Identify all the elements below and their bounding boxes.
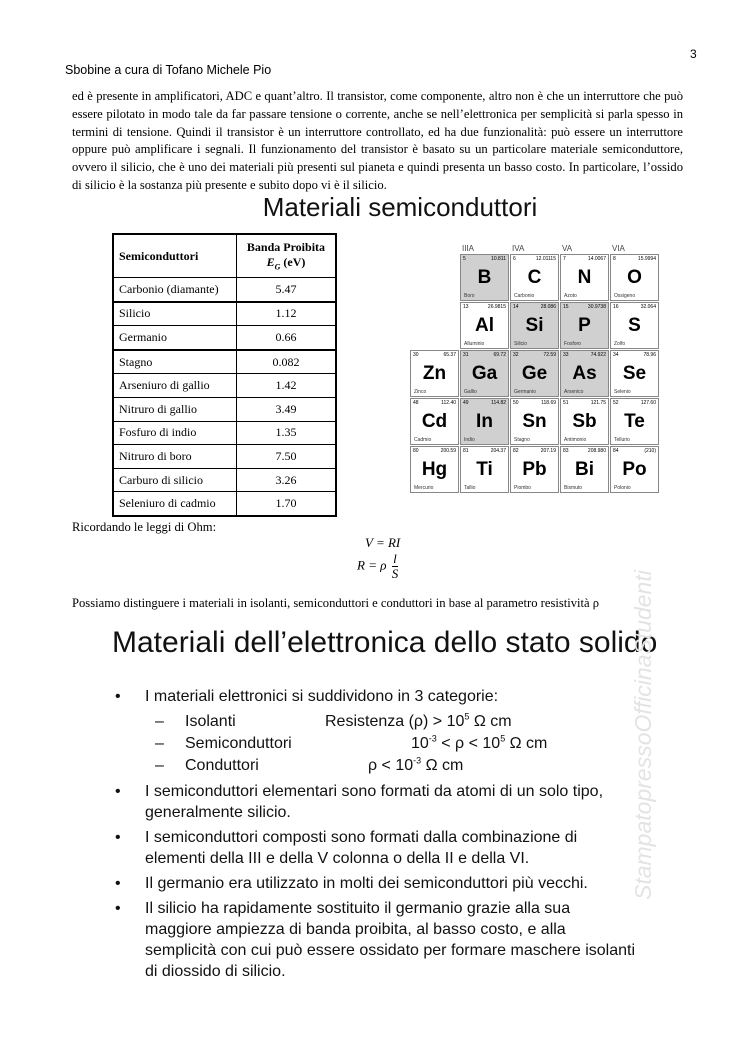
- table-cell-material: Nitruro di boro: [113, 445, 236, 469]
- element-mass: 74.922: [590, 352, 606, 358]
- element-symbol: Cd: [421, 411, 448, 432]
- bullet-text: Il silicio ha rapidamente sostituito il germanio grazie alla sua maggiore ampiezza di banda proibita, al basso costo, e alla semplicità con cui può essere ossidato per formare maschere isolanti di diossido di silicio.: [145, 900, 636, 980]
- element-name: Ossigeno: [614, 293, 636, 299]
- table-cell-bandgap: 0.66: [236, 326, 336, 350]
- bullet-text: I semiconduttori elementari sono formati da atomi di un solo tipo, generalmente silicio.: [145, 783, 604, 821]
- element-symbol: Si: [525, 315, 544, 336]
- element-symbol: S: [628, 315, 641, 336]
- element-number: 50: [513, 400, 519, 406]
- fraction-numerator: l: [393, 551, 397, 566]
- table-row: [113, 326, 336, 350]
- element-mass: 118.69: [541, 400, 556, 406]
- element-mass: 10.811: [491, 256, 506, 262]
- equation-resistance-lhs: R = ρ: [357, 557, 387, 573]
- table-cell-material: Carbonio (diamante): [113, 278, 236, 302]
- group-label: IIIA: [462, 244, 475, 253]
- watermark: StampatopressoOfficinaStudenti: [630, 570, 656, 900]
- element-symbol: Se: [622, 363, 647, 384]
- bandgap-table-body: [113, 278, 336, 516]
- category-name: Conduttori: [185, 757, 259, 774]
- element-cell: [610, 446, 659, 493]
- element-cell: [460, 302, 509, 349]
- category-name: Isolanti: [185, 713, 236, 730]
- slide2-title: Materiali dell’elettronica dello stato solido: [112, 626, 658, 659]
- element-number: 30: [413, 352, 419, 358]
- element-name: Arsenico: [564, 389, 584, 395]
- category-range: Resistenza $(\rho) > 10^5$ Ω cm: [325, 711, 512, 730]
- element-mass: 200.59: [440, 448, 456, 454]
- element-mass: 204.37: [490, 448, 506, 454]
- bullet-text: I semiconduttori composti sono formati dalla combinazione di elementi della III e della V colonna o della II e della VI.: [145, 829, 578, 867]
- element-symbol: Te: [624, 411, 645, 432]
- bullet-item: [115, 898, 635, 982]
- group-label: VIA: [612, 244, 625, 253]
- bullet-dot: •: [115, 783, 121, 800]
- element-cell: [460, 398, 509, 445]
- bullet-item: [115, 873, 635, 894]
- element-number: 16: [613, 304, 619, 310]
- table-cell-bandgap: 0.082: [236, 350, 336, 374]
- table-row: [113, 350, 336, 374]
- element-symbol: Al: [475, 315, 494, 336]
- element-name: Fosforo: [564, 341, 581, 347]
- element-cell: [510, 254, 559, 301]
- element-name: Indio: [464, 437, 475, 443]
- element-name: Cadmio: [414, 437, 432, 443]
- element-name: Tellurio: [614, 437, 630, 443]
- element-symbol: P: [578, 315, 591, 336]
- table-cell-bandgap: 5.47: [236, 278, 336, 302]
- element-symbol: Pb: [522, 459, 547, 480]
- element-number: 52: [613, 400, 619, 406]
- element-cell: [510, 398, 559, 445]
- element-name: Zinco: [414, 389, 427, 395]
- element-symbol: Ge: [521, 363, 548, 384]
- table-row: [113, 445, 336, 469]
- element-number: 81: [463, 448, 469, 454]
- element-symbol: C: [527, 267, 542, 288]
- element-mass: 15.9994: [637, 256, 656, 262]
- element-mass: (210): [644, 448, 656, 454]
- element-mass: 72.59: [543, 352, 556, 358]
- table-cell-bandgap: 3.49: [236, 397, 336, 421]
- element-name: Piombo: [514, 485, 531, 491]
- element-cell: [560, 254, 609, 301]
- category-conduttori: [115, 755, 635, 777]
- table-cell-bandgap: 3.26: [236, 468, 336, 492]
- element-number: 48: [413, 400, 419, 406]
- element-symbol: Ga: [471, 363, 498, 384]
- element-number: 32: [513, 352, 519, 358]
- element-mass: 30.9738: [587, 304, 606, 310]
- table-header-bandgap-line1: Banda Proibita: [246, 240, 326, 255]
- table-row: [113, 278, 336, 302]
- document-header: Sbobine a cura di Tofano Michele Pio: [65, 63, 272, 77]
- element-number: 84: [613, 448, 619, 454]
- dash: –: [155, 735, 164, 752]
- category-semiconduttori: [115, 733, 635, 755]
- element-number: 31: [463, 352, 469, 358]
- element-symbol: Sb: [572, 411, 597, 432]
- table-cell-bandgap: 1.70: [236, 492, 336, 516]
- bullet-dot: •: [115, 829, 121, 846]
- element-cell: [460, 350, 509, 397]
- equation-ohm-law: V = RI: [365, 535, 401, 550]
- element-name: Mercurio: [414, 485, 434, 491]
- element-cell: [510, 446, 559, 493]
- element-symbol: B: [477, 267, 492, 288]
- table-row: [113, 492, 336, 516]
- category-range: $\rho < 10^{-3}$ Ω cm: [368, 755, 464, 774]
- element-name: Alluminio: [464, 341, 485, 347]
- slide2-bullet-list: [115, 686, 635, 986]
- element-number: 83: [563, 448, 569, 454]
- element-mass: 121.75: [590, 400, 606, 406]
- element-name: Germanio: [514, 389, 536, 395]
- table-cell-material: Stagno: [113, 350, 236, 374]
- element-symbol: Sn: [522, 411, 547, 432]
- element-number: 15: [563, 304, 569, 310]
- element-name: Carbonio: [514, 293, 535, 299]
- element-cell: [460, 254, 509, 301]
- bandgap-table: [112, 233, 337, 517]
- element-name: Selenio: [614, 389, 631, 395]
- element-cell: [460, 446, 509, 493]
- equation-resistance-fraction: [392, 552, 399, 581]
- table-cell-bandgap: 1.35: [236, 421, 336, 445]
- element-symbol: Bi: [575, 459, 594, 480]
- element-name: Bismuto: [564, 485, 583, 491]
- table-row: [113, 302, 336, 326]
- element-name: Zolfo: [614, 341, 626, 347]
- table-cell-material: Carburo di silicio: [113, 468, 236, 492]
- element-cell: [510, 302, 559, 349]
- element-number: 7: [563, 256, 566, 262]
- element-cell: [560, 398, 609, 445]
- element-number: 82: [513, 448, 519, 454]
- bullet-dot: •: [115, 875, 121, 892]
- element-mass: 207.19: [540, 448, 556, 454]
- element-name: Azoto: [564, 293, 577, 299]
- table-row: [113, 468, 336, 492]
- table-header-bandgap-sub: G: [274, 262, 281, 272]
- ohm-intro: Ricordando le leggi di Ohm:: [72, 520, 217, 534]
- table-row: [113, 421, 336, 445]
- element-symbol: Po: [622, 459, 647, 480]
- element-mass: 208.980: [587, 448, 606, 454]
- element-mass: 127.60: [640, 400, 656, 406]
- category-name: Semiconduttori: [185, 735, 292, 752]
- group-label: VA: [562, 244, 573, 253]
- table-cell-material: Silicio: [113, 302, 236, 326]
- group-label: IVA: [512, 244, 525, 253]
- element-mass: 32.064: [640, 304, 656, 310]
- table-row: [113, 397, 336, 421]
- element-name: Gallio: [464, 389, 477, 395]
- dash: –: [155, 757, 164, 774]
- element-number: 80: [413, 448, 419, 454]
- element-mass: 78.96: [643, 352, 656, 358]
- element-name: Tallio: [464, 485, 476, 491]
- element-number: 33: [563, 352, 569, 358]
- table-cell-material: Fosfuro di indio: [113, 421, 236, 445]
- element-cell: [410, 398, 459, 445]
- element-number: 49: [463, 400, 469, 406]
- element-cell: [610, 398, 659, 445]
- element-name: Boro: [464, 293, 475, 299]
- element-number: 5: [463, 256, 466, 262]
- element-cell: [610, 254, 659, 301]
- table-cell-bandgap: 1.42: [236, 374, 336, 398]
- element-cell: [560, 302, 609, 349]
- element-mass: 114.82: [491, 400, 506, 406]
- table-cell-bandgap: 7.50: [236, 445, 336, 469]
- element-mass: 112.40: [441, 400, 456, 406]
- element-cell: [560, 350, 609, 397]
- fraction-denominator: S: [391, 566, 399, 581]
- element-symbol: Ti: [476, 459, 493, 480]
- bullet-item: [115, 781, 635, 823]
- table-header-semiconductor: Semiconduttori: [113, 234, 236, 278]
- table-header-bandgap-symbol: E: [266, 255, 275, 270]
- element-symbol: N: [577, 267, 592, 288]
- element-mass: 12.01115: [535, 256, 556, 262]
- slide1-title: Materiali semiconduttori: [262, 192, 538, 222]
- intro-paragraph: ed è presente in amplificatori, ADC e quant’altro. Il transistor, come componente, altro non è che un interruttore che può essere pilotato in modo tale da far passare tensione o corrente, anche se nell’elettronica per semplicità si parla spesso in termini di tensione. Quindi il transistor è un interruttore controllato, ed ha due funzionalità: può essere un interruttore oppure può amplificare i segnali. Il funzionamento del transistor è basato su un particolare materiale semiconduttore, ovvero il silicio, che è uno dei materiali più presenti sul pianeta e quindi presenta un basso costo. In particolare, l’ossido di silicio è la sostanza più presente e subito dopo vi è il silicio.: [72, 89, 683, 192]
- element-number: 13: [463, 304, 469, 310]
- table-cell-bandgap: 1.12: [236, 302, 336, 326]
- element-cell: [560, 446, 609, 493]
- element-number: 14: [513, 304, 519, 310]
- bullet-dot: •: [115, 900, 121, 917]
- element-symbol: As: [572, 363, 597, 384]
- equation-resistance: [357, 552, 398, 581]
- element-number: 6: [513, 256, 516, 262]
- category-range: $10^{-3} < \rho < 10^5$ Ω cm: [411, 733, 548, 752]
- element-name: Stagno: [514, 437, 530, 443]
- element-mass: 69.72: [493, 352, 506, 358]
- element-cell: [410, 350, 459, 397]
- element-number: 34: [613, 352, 619, 358]
- element-symbol: In: [476, 411, 493, 432]
- element-mass: 14.0067: [587, 256, 606, 262]
- element-number: 51: [563, 400, 569, 406]
- element-cell: [610, 350, 659, 397]
- bullet-item: [115, 827, 635, 869]
- element-name: Antimonio: [564, 437, 587, 443]
- table-header-bandgap-unit: (eV): [280, 255, 306, 270]
- table-cell-material: Seleniuro di cadmio: [113, 492, 236, 516]
- page-number: 3: [690, 47, 697, 61]
- element-mass: 28.086: [540, 304, 556, 310]
- element-mass: 65.37: [443, 352, 456, 358]
- element-cell: [510, 350, 559, 397]
- table-cell-material: Arseniuro di gallio: [113, 374, 236, 398]
- element-symbol: Zn: [422, 363, 447, 384]
- category-isolanti: [115, 711, 635, 733]
- distinguish-paragraph: Possiamo distinguere i materiali in isolanti, semiconduttori e conduttori in base al parametro resistività ρ: [72, 596, 600, 610]
- table-header-bandgap: [236, 234, 336, 278]
- bullet-dot: •: [115, 688, 121, 705]
- element-number: 8: [613, 256, 616, 262]
- element-symbol: Hg: [421, 459, 448, 480]
- table-cell-material: Nitruro di gallio: [113, 397, 236, 421]
- element-name: Silicio: [514, 341, 528, 347]
- table-row: [113, 374, 336, 398]
- table-cell-material: Germanio: [113, 326, 236, 350]
- element-symbol: O: [627, 267, 642, 288]
- element-cell: [610, 302, 659, 349]
- element-name: Polonio: [614, 485, 631, 491]
- dash: –: [155, 713, 164, 730]
- element-cell: [410, 446, 459, 493]
- periodic-table-excerpt: [410, 244, 660, 491]
- element-mass: 26.9815: [487, 304, 506, 310]
- bullet-item: [115, 686, 635, 707]
- bullet-text: Il germanio era utilizzato in molti dei semiconduttori più vecchi.: [145, 875, 588, 892]
- bullet-text: I materiali elettronici si suddividono in 3 categorie:: [145, 688, 499, 705]
